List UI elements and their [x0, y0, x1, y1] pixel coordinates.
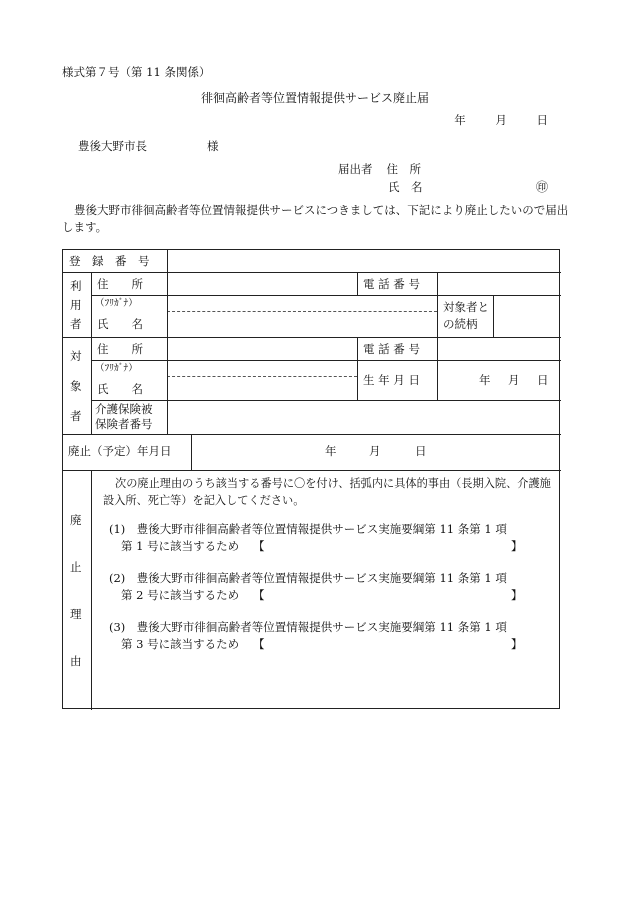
reason-3-line1: (3) 豊後大野市徘徊高齢者等位置情報提供サービス実施要綱第 11 条第 1 項	[109, 620, 507, 634]
reason-1-bracket-close: 】	[511, 539, 523, 553]
birth-date-label: 生 年 月 日	[363, 373, 420, 387]
abolish-month: 月	[369, 444, 381, 458]
reason-label-1: 廃	[70, 513, 82, 527]
intro-text: 豊後大野市徘徊高齢者等位置情報提供サービスにつきましては、下記により廃止したいので届出します。	[62, 203, 569, 234]
addressee-honorific: 様	[207, 139, 219, 153]
abolish-day: 日	[415, 444, 427, 458]
user-address-label: 住 所	[97, 277, 143, 291]
target-phone-label: 電 話 番 号	[363, 342, 420, 356]
reason-1-line2: 第 1 号に該当するため	[121, 539, 240, 553]
user-furigana-label: （ﾌﾘｶﾞﾅ）	[95, 298, 138, 309]
applicant-address-line	[338, 161, 421, 177]
abolish-date-label: 廃止（予定）年月日	[68, 444, 172, 458]
month-label: 月	[495, 113, 507, 127]
reason-2-line2: 第 2 号に該当するため	[121, 588, 240, 602]
addressee-name: 豊後大野市長	[78, 139, 147, 153]
relation-label-2: の続柄	[443, 317, 478, 331]
form-number: 様式第７号（第 11 条関係）	[62, 65, 211, 79]
reason-3-bracket-open: 【	[253, 637, 265, 651]
target-label-3: 者	[70, 409, 82, 423]
date-line	[428, 112, 548, 128]
birth-month: 月	[508, 373, 520, 387]
applicant-name-label: 氏 名	[388, 180, 423, 194]
reason-1-bracket-open: 【	[253, 539, 265, 553]
applicant-name-line	[374, 179, 423, 195]
user-label-1: 利	[70, 279, 82, 293]
seal-mark: ㊞	[536, 180, 549, 194]
abolish-year: 年	[325, 444, 337, 458]
reason-2-bracket-open: 【	[253, 588, 265, 602]
birth-year: 年	[479, 373, 491, 387]
target-name-label: 氏 名	[97, 382, 143, 396]
reason-3-bracket-close: 】	[511, 637, 523, 651]
year-label: 年	[454, 113, 466, 127]
day-label: 日	[536, 113, 548, 127]
form-table	[62, 249, 560, 709]
target-address-label: 住 所	[97, 342, 143, 356]
applicant-address-label: 住 所	[386, 162, 421, 176]
applicant-label: 届出者	[338, 162, 373, 176]
user-label-3: 者	[70, 317, 82, 331]
relation-label-1: 対象者と	[443, 300, 489, 314]
registration-number-label: 登 録 番 号	[69, 254, 150, 268]
insurance-label-1: 介護保険被	[95, 402, 153, 416]
reason-label-2: 止	[70, 560, 82, 574]
reason-label-4: 由	[70, 654, 82, 668]
user-label-2: 用	[70, 298, 82, 312]
reason-2-line1: (2) 豊後大野市徘徊高齢者等位置情報提供サービス実施要綱第 11 条第 1 項	[109, 571, 507, 585]
addressee	[78, 138, 219, 154]
reason-instruction: 次の廃止理由のうち該当する番号に〇を付け、括弧内に具体的事由（長期入院、介護施設入所、死亡等）を記入してください。	[103, 477, 551, 507]
target-label-1: 対	[70, 349, 82, 363]
reason-2-bracket-close: 】	[511, 588, 523, 602]
user-phone-label: 電 話 番 号	[363, 277, 420, 291]
reason-3-line2: 第 3 号に該当するため	[121, 637, 240, 651]
insurance-label-2: 保険者番号	[95, 417, 153, 431]
reason-label-3: 理	[70, 607, 82, 621]
birth-day: 日	[537, 373, 549, 387]
document-title: 徘徊高齢者等位置情報提供サービス廃止届	[200, 91, 429, 105]
target-label-2: 象	[70, 379, 82, 393]
reason-1-line1: (1) 豊後大野市徘徊高齢者等位置情報提供サービス実施要綱第 11 条第 1 項	[109, 522, 507, 536]
user-name-label: 氏 名	[97, 317, 143, 331]
target-furigana-label: （ﾌﾘｶﾞﾅ）	[95, 363, 138, 374]
